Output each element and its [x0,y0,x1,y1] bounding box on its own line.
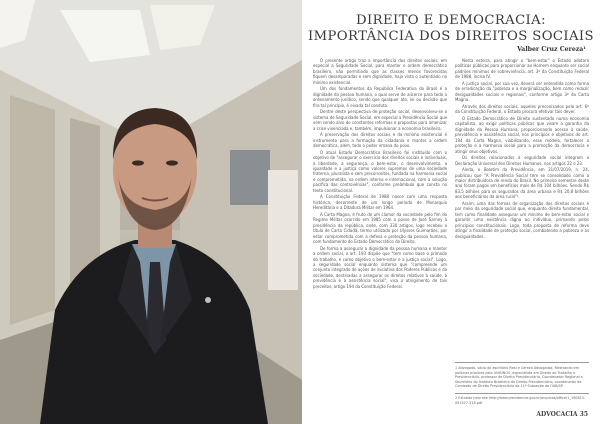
footnote-1: 1 Advogado, sócio do escritório Real e Cereza Advogados, Mestrando em políticas públicas pela UNISINOS, especialista em Direito do Trabalho e Previdenciário, professor de Direito Previdenciário, Coordenador Regional e Secretário do Instituto Brasileiro de Direito Previdenciário, coordenador da Comissão de Direito Previdenciário da 11ª Subseção da OAB/SP. [455,366,583,388]
paragraph: A Constituição Federal de 1988 nasce com uma resposta histórica, decorrente de um longo período de Monarquia Hereditária e a Ditadura Militar em 1964. [313,194,447,211]
footnote-divider [455,393,589,394]
paragraph: A Carta Magna, é fruto de um clamor da sociedade pelo fim do Regime Militar ocorrido em 1985 com a posse de José Sarney à presidência da república, onde, com 330 artigos, logo recebeu o título de Carta Cidadã, termo utilizado por Ulysses Guimarães, por estar comprometida com a defesa e proteção da pessoa humana, com fundamento do Estado Democrático de Direito. [313,211,447,245]
article-page [302,0,600,424]
paragraph: Nesta esteira, para atingir o "bem-estar" o Estado adotará políticas públicas para proporcionar ao Homem enquanto ser social padrões mínimos de sobrevivência, art. 3º da Constituição Federal de 1988, inciso IV. [455,58,589,80]
footnote-2: 2 Extraído pelo site http://www.previdencia.gov.br/arquivos/office/1_190815-091527-318.pdf [455,396,586,405]
paragraph: Ainda, o Boletim da Previdência, em 31/07/2019, n. 24, publicou que "A Previdência Social tem se consolidado como a maior distribuidora de renda do Brasil. No primeiro semestre deste ano foram pagos em benefícios mais de R$ 104 bilhões. Sendo R$ 83,5 bilhões para os segurados da área urbana e R$ 20,8 bilhões aos beneficiários da área rural"². [455,167,589,200]
paragraph: O Estado Democrático de Direito sustentado numa economia capitalista, ao exigir políticas públicas que visam a garantia da dignidade da Pessoa Humana, proporcionando acesso à saúde, previdência e assistência social, nos princípios e objetivos do art. 194 da Carta Magna, viabilizando, esse modelo, fortalecer a proteção e a harmonia social para a promoção da democracia e atingir seus objetivos. [455,115,589,154]
article-title-line1: DIREITO E DEMOCRACIA: [356,13,546,28]
footnote-divider [455,362,589,363]
article-column-left [313,58,447,290]
paragraph: Um dos fundamentos da República Federativa do Brasil é a dignidade da pessoa humana, o qual serve de alicerce para todo o ordenamento jurídico, sendo que qualquer ato, lei ou decisão que fira tal princípio, é eivada tal conduta. [313,86,447,108]
paragraph: O atual Estado Democrático Brasileiro foi instituído com o objetivo de "assegurar o exercício dos direitos sociais e individuais, a liberdade, a segurança, o bem-estar, o desenvolvimento, a igualdade e a justiça como valores supremos de uma sociedade fraterna, pluralista e sem preconceitos, fundada na harmonia social e comprometida, na ordem interna e internacional, com a solução pacífica das controvérsias", conforme preâmbulo que consta no texto constitucional. [313,149,447,193]
article-title-line2: IMPORTÂNCIA DOS DIREITOS SOCIAIS [308,29,594,44]
paragraph: Através dos direitos sociais, aqueles preconizados pelo art. 6º da Constituição Federal, o Estado procura efetivar tais dever. [455,103,589,115]
article-author: Valber Cruz Cereza¹ [517,46,586,53]
paragraph: De forma a assegurar a dignidade da pessoa humana e manter a ordem social, o art. 193 dispõe que "tem como base o primado do trabalho, e como objetivo o bem-estar e a justiça social". Logo, a seguridade social enquanto sistema que "compreende um conjunto integrado de ações de iniciativa dos Poderes Públicos e da sociedade, destinadas a assegurar os direitos relativos à saúde, à previdência e à assistência social", visa o atingimento de tais preceitos, artigo 194 da Constituição Federal. [313,245,447,289]
paragraph: O presente artigo traz a importância dos direitos sociais, em especial a Seguridade Social, para manter o ordem democrático brasileiro, não permitindo que as classes menos favorecidas fiquem desamparadas e sem dignidade, haja vista o autentiádo no mínimo existencial. [313,58,447,85]
article-column-right [455,58,589,240]
paragraph: A preservação dos direitos sociais e do mínimo existencial é instrumento para a formação da cidadania e manter a ordem democrática, além, todo o poder emana do povo. [313,132,447,149]
paragraph: A justiça social, por sua vez, deverá ser entendida como forma de erradicação da "pobreza e a marginalização, bem como reduzir desigualdades sociais e regionais", conforme artigo 3º da Carta Magna. [455,80,589,103]
paragraph: Dentre deste perspectiva de proteção social, desenvolveu-se o sistema de Seguridade Social, em especial a Previdência Social que vem sendo alvo de constantes reformas e propostas para amenizar a crise vivenciada e, também, impulsionar a economia brasileira. [313,109,447,131]
paragraph: Assim, uma das formas de organização dos direitos sociais é por meio da seguridade social que, enquanto direito fundamental, tem como finalidade assegurar um mínimo de bem-estar social e garantir uma existência digna ao indivíduo, primando pelos princípios constitucionais. Logo, toda proposta de reforma deve atingir a finalidade de proteção social, combatendo a pobreza e as desigualdades. [455,200,589,239]
page-footer: ADVOCACIA 35 [536,411,588,418]
paragraph: Os direitos relacionados à seguridade social integram a Declaração Universal dos Direitos Humanos, nos artigos 22 e 23. [455,155,589,166]
